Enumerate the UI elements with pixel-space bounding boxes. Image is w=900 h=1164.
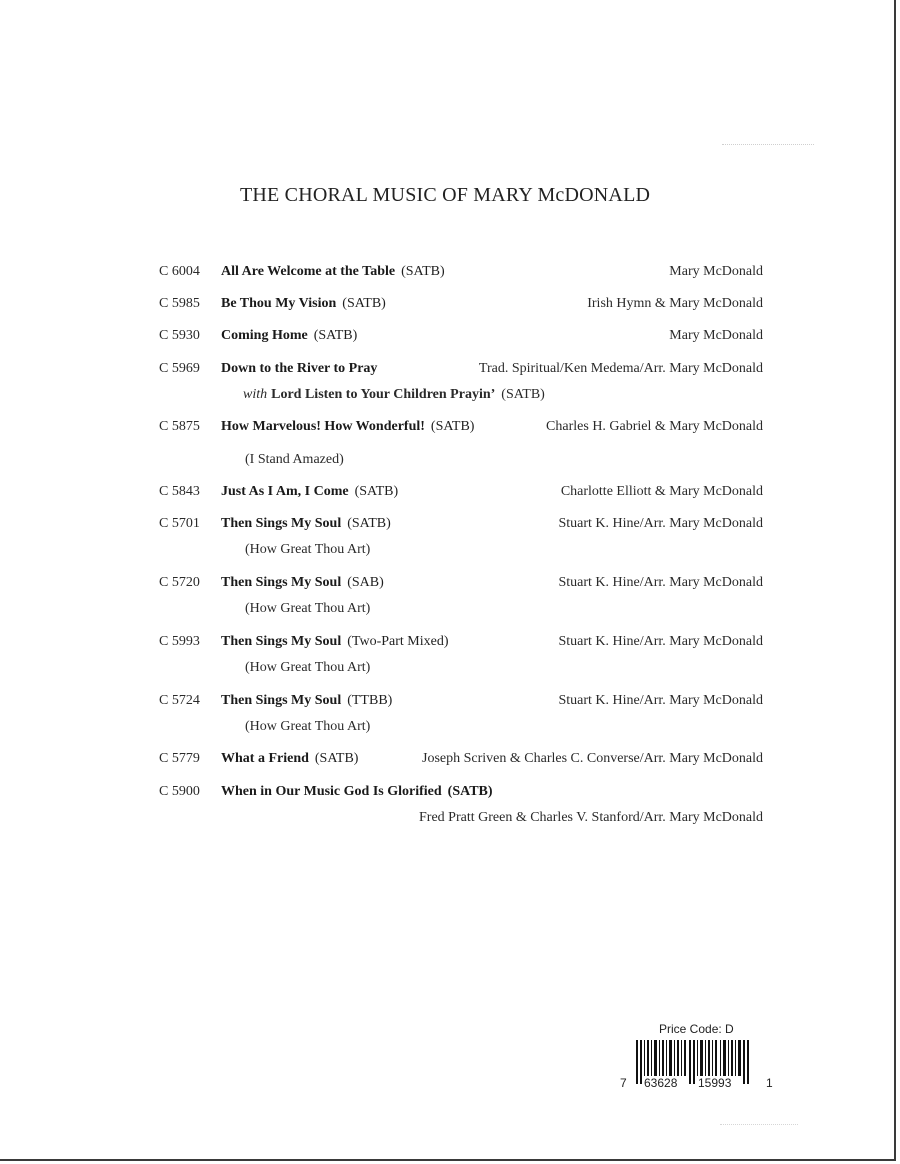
song-title: When in Our Music God Is Glorified (221, 784, 442, 799)
song-subtitle: (How Great Thou Art) (245, 542, 371, 557)
page-title: THE CHORAL MUSIC OF MARY McDONALD (240, 184, 651, 206)
paired-song-title: Lord Listen to Your Children Prayin’ (271, 387, 496, 402)
list-item (0, 326, 896, 346)
catalog-code: C 5701 (159, 516, 200, 531)
credit: Stuart K. Hine/Arr. Mary McDonald (558, 634, 763, 649)
song-title: All Are Welcome at the Table (221, 264, 396, 279)
song-title: Down to the River to Pray (221, 361, 378, 376)
catalog-code: C 5985 (159, 296, 200, 311)
list-item-continuation (0, 450, 896, 470)
list-item-continuation (0, 385, 896, 405)
voicing: (SATB) (430, 419, 475, 434)
catalog-code: C 6004 (159, 264, 200, 279)
catalog-code: C 5993 (159, 634, 200, 649)
list-item (0, 691, 896, 711)
credit: Charlotte Elliott & Mary McDonald (560, 484, 763, 499)
voicing: (SATB) (447, 784, 493, 799)
song-title: How Marvelous! How Wonderful! (221, 419, 425, 434)
list-item (0, 294, 896, 314)
voicing: (SATB) (313, 328, 358, 343)
voicing: (SATB) (401, 264, 445, 279)
credit: Charles H. Gabriel & Mary McDonald (546, 419, 763, 434)
price-code: Price Code: D (659, 1022, 734, 1036)
song-subtitle: (I Stand Amazed) (245, 452, 344, 467)
list-item-continuation (0, 599, 896, 619)
credit: Mary McDonald (669, 264, 763, 279)
voicing: (SATB) (347, 516, 391, 531)
list-item-continuation (0, 808, 896, 828)
voicing: (SATB) (501, 387, 545, 402)
bottom-rule (720, 1124, 798, 1125)
barcode-digit: 15993 (698, 1076, 732, 1090)
list-item-continuation (0, 717, 896, 737)
song-title: Then Sings My Soul (221, 693, 342, 708)
catalog-code: C 5779 (159, 751, 200, 766)
catalog-code: C 5900 (159, 784, 200, 799)
credit: Joseph Scriven & Charles C. Converse/Arr. Mary McDonald (422, 751, 763, 766)
credit: Fred Pratt Green & Charles V. Stanford/Arr. Mary McDonald (419, 810, 763, 825)
barcode-digit: 7 (620, 1076, 627, 1090)
song-title: What a Friend (221, 751, 309, 766)
song-title: Be Thou My Vision (221, 296, 337, 311)
song-subtitle: (How Great Thou Art) (245, 601, 371, 616)
catalog-code: C 5969 (159, 361, 200, 376)
song-title: Just As I Am, I Come (221, 484, 349, 499)
song-title: Coming Home (221, 328, 308, 343)
list-item (0, 482, 896, 502)
barcode-digit: 1 (766, 1076, 773, 1090)
with-label: with (243, 387, 268, 402)
list-item-continuation (0, 540, 896, 560)
voicing: (Two-Part Mixed) (347, 634, 449, 649)
list-item (0, 632, 896, 652)
list-item (0, 573, 896, 593)
song-title: Then Sings My Soul (221, 634, 342, 649)
list-item (0, 514, 896, 534)
list-item (0, 359, 896, 379)
credit: Irish Hymn & Mary McDonald (587, 296, 763, 311)
credit: Stuart K. Hine/Arr. Mary McDonald (558, 516, 763, 531)
list-item-continuation (0, 658, 896, 678)
barcode-digit: 63628 (644, 1076, 678, 1090)
voicing: (TTBB) (347, 693, 393, 708)
song-subtitle: (How Great Thou Art) (245, 660, 371, 675)
voicing: (SATB) (342, 296, 386, 311)
credit: Stuart K. Hine/Arr. Mary McDonald (558, 693, 763, 708)
catalog-code: C 5720 (159, 575, 200, 590)
voicing: (SATB) (354, 484, 399, 499)
credit: Stuart K. Hine/Arr. Mary McDonald (558, 575, 763, 590)
song-title: Then Sings My Soul (221, 516, 342, 531)
catalog-code: C 5930 (159, 328, 200, 343)
credit: Trad. Spiritual/Ken Medema/Arr. Mary McDonald (478, 361, 763, 376)
song-subtitle: (How Great Thou Art) (245, 719, 371, 734)
top-rule (722, 144, 814, 145)
list-item (0, 262, 896, 282)
voicing: (SAB) (347, 575, 384, 590)
list-item (0, 749, 896, 769)
catalog-code: C 5843 (159, 484, 200, 499)
list-item (0, 417, 896, 437)
list-item (0, 782, 896, 802)
voicing: (SATB) (314, 751, 359, 766)
song-title: Then Sings My Soul (221, 575, 342, 590)
catalog-code: C 5724 (159, 693, 200, 708)
barcode-block (620, 1022, 780, 1102)
credit: Mary McDonald (669, 328, 763, 343)
catalog-code: C 5875 (159, 419, 200, 434)
